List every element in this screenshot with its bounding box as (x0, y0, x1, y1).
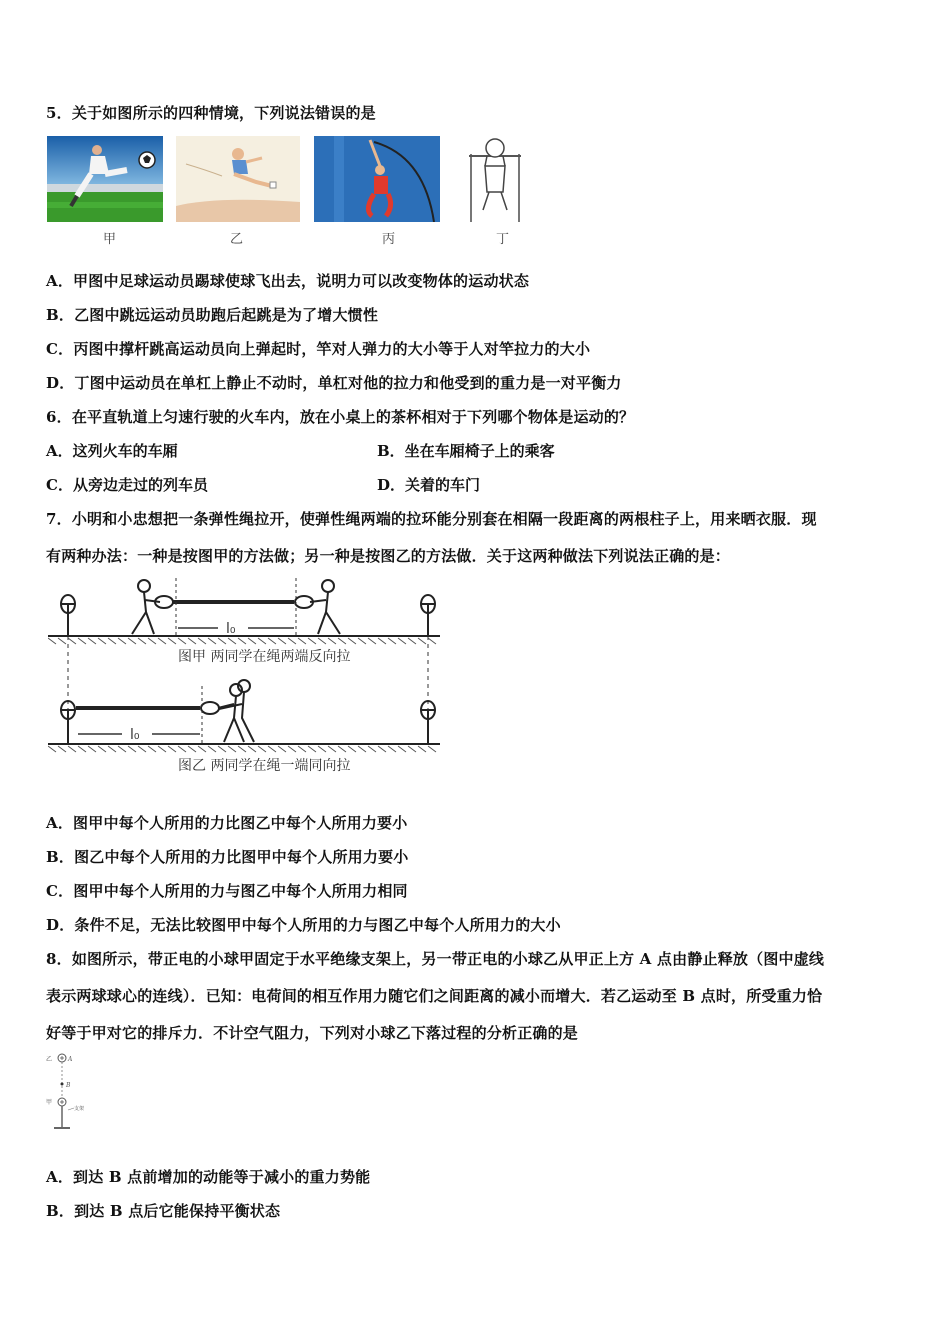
q7-figure-b (48, 680, 440, 774)
q8-stem-line3: 好等于甲对它的排斥力．不计空气阻力，下列对小球乙下落过程的分析正确的是 (46, 1024, 579, 1042)
q5-image-horizontal-bar (465, 136, 525, 222)
q5-stem: 5．关于如图所示的四种情境，下列说法错误的是 (46, 104, 376, 122)
q5-caption-bing: 丙 (382, 232, 396, 247)
q8-label-yi: 乙 (46, 1056, 53, 1063)
q5-image-long-jump (176, 136, 300, 222)
q6-option-d: D．关着的车门 (377, 476, 481, 494)
q7-figure-a-length-label: l₀ (226, 621, 236, 637)
q7-figure-a (48, 578, 440, 665)
q8-option-b: B．到达 B 点后它能保持平衡状态 (46, 1202, 281, 1220)
q7-option-b: B．图乙中每个人所用的力比图甲中每个人所用力要小 (46, 848, 409, 866)
q7-stem-line1: 7．小明和小忠想把一条弹性绳拉开，使弹性绳两端的拉环能分别套在相隔一段距离的两根柱子上，用来晒衣服．现 (46, 510, 817, 528)
q8-stem-line2: 表示两球球心的连线）．已知：电荷间的相互作用力随它们之间距离的减小而增大．若乙运动至 B 点时，所受重力恰 (46, 987, 823, 1005)
q5-option-b: B．乙图中跳远运动员助跑后起跳是为了增大惯性 (46, 306, 379, 324)
q8-label-b: B (66, 1082, 71, 1089)
q5-option-c: C．丙图中撑杆跳高运动员向上弹起时，竿对人弹力的大小等于人对竿拉力的大小 (46, 340, 591, 358)
q7-figure (48, 578, 443, 776)
q7-option-a: A．图甲中每个人所用的力比图乙中每个人所用力要小 (46, 814, 408, 832)
q5-caption-yi: 乙 (230, 232, 244, 247)
q5-caption-ding: 丁 (496, 232, 510, 247)
q5-caption-jia: 甲 (103, 232, 117, 247)
q8-stem-line1: 8．如图所示，带正电的小球甲固定于水平绝缘支架上，另一带正电的小球乙从甲正上方 A 点由静止释放（图中虚线 (46, 950, 825, 968)
q6-stem: 6．在平直轨道上匀速行驶的火车内，放在小桌上的茶杯相对于下列哪个物体是运动的？ (46, 408, 635, 426)
q6-option-b: B．坐在车厢椅子上的乘客 (377, 442, 555, 460)
q7-figure-b-length-label: l₀ (130, 727, 140, 743)
q6-option-c: C．从旁边走过的列车员 (46, 476, 208, 494)
q5-option-a: A．甲图中足球运动员踢球使球飞出去，说明力可以改变物体的运动状态 (46, 272, 530, 290)
q7-option-d: D．条件不足，无法比较图甲中每个人所用的力与图乙中每个人所用力的大小 (46, 916, 561, 934)
q7-figure-a-caption: 图甲 两同学在绳两端反向拉 (178, 649, 351, 665)
q8-label-stand: 支架 (74, 1106, 85, 1112)
q5-image-pole-vault (314, 136, 440, 222)
q8-option-a: A．到达 B 点前增加的动能等于减小的重力势能 (46, 1168, 371, 1186)
q7-figure-b-caption: 图乙 两同学在绳一端同向拉 (178, 758, 351, 774)
q5-option-d: D．丁图中运动员在单杠上静止不动时，单杠对他的拉力和他受到的重力是一对平衡力 (46, 374, 622, 392)
q8-figure (44, 1052, 100, 1132)
q7-stem-line2: 有两种办法：一种是按图甲的方法做；另一种是按图乙的方法做．关于这两种做法下列说法正确的是： (46, 547, 731, 565)
q6-option-a: A．这列火车的车厢 (46, 442, 178, 460)
q7-option-c: C．图甲中每个人所用的力与图乙中每个人所用力相同 (46, 882, 408, 900)
q8-label-jia: 甲 (46, 1099, 53, 1106)
q8-label-a: A (68, 1056, 73, 1063)
q5-image-soccer (47, 136, 163, 222)
